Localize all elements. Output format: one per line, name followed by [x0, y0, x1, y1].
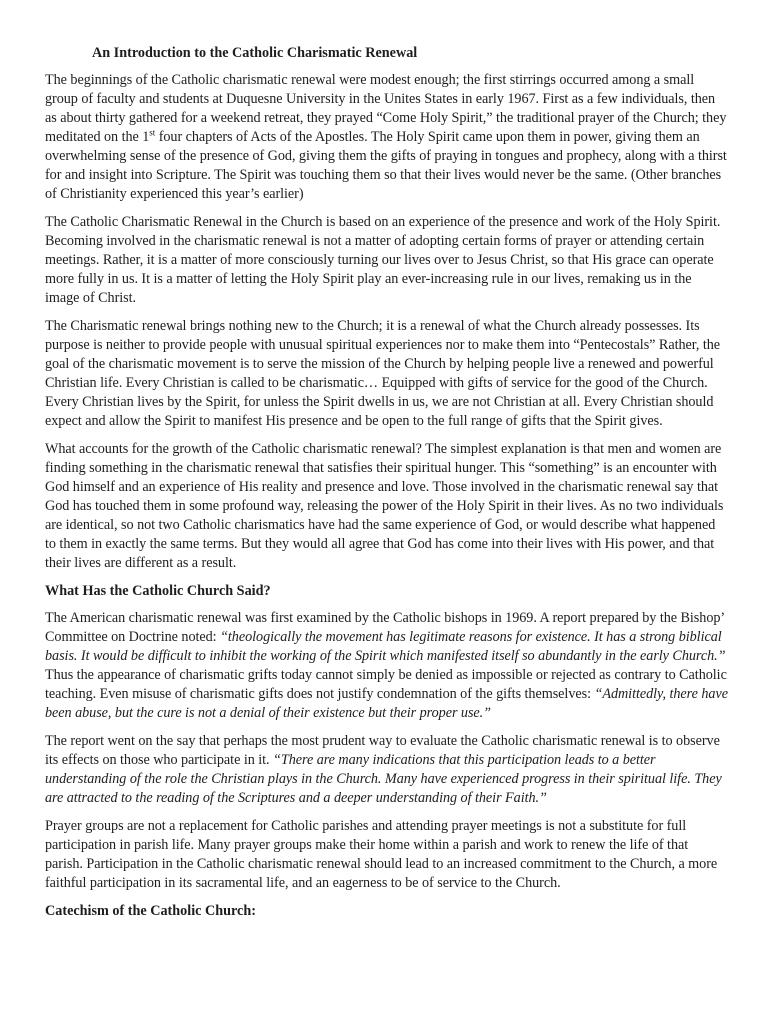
- paragraph-text: four chapters of Acts of the Apostles. The Holy Spirit came upon them in power, giving them an overwhelming sense of the presence of God, giving them the gifts of praying in tongues and prophecy, along with a thirst for and insight into Scripture. The Spirit was touching them so that their lives would never be the same. (Other branches of Christianity experienced this year’s earlier): [45, 129, 727, 202]
- paragraph-prayer-groups: Prayer groups are not a replacement for Catholic parishes and attending prayer meetings is not a substitute for full participation in parish life. Many prayer groups make their home within a parish and work to renew the life of that parish. Participation in the Catholic charismatic renewal should lead to an increased commitment to the Church, a more faithful participation in its sacramental life, and an eagerness to be of service to the Church.: [45, 818, 718, 891]
- paragraph-nothing-new: The Charismatic renewal brings nothing new to the Church; it is a renewal of what the Church already possesses. Its purpose is neither to provide people with unusual spiritual experiences nor to make them into “Pentecostals” Rather, the goal of the charismatic movement is to serve the mission of the Church by helping people live a renewed and powerful Christian life. Every Christian is called to be charismatic… Equipped with gifts of service for the good of the Church. Every Christian lives by the Spirit, for unless the Spirit dwells in us, we are not Christian at all. Every Christian should expect and allow the Spirit to manifest His presence and be open to the full range of gifts that the Spirit gives.: [45, 318, 721, 429]
- document-title: An Introduction to the Catholic Charismatic Renewal: [92, 45, 418, 61]
- paragraph-report-effects: [45, 732, 729, 808]
- paragraph-text: The report went on the say that perhaps the most prudent way to evaluate the Catholic charismatic renewal is to observe its effects on those who participate in it.: [45, 733, 720, 768]
- quote-text: “There are many indications that this participation leads to a better understanding of the role the Christian plays in the Church. Many have experienced progress in their spiritual life. They are attracted to the reading of the Scriptures and a deeper understanding of their Faith.”: [45, 752, 722, 806]
- paragraph-growth: What accounts for the growth of the Catholic charismatic renewal? The simplest explanation is that men and women are finding something in the charismatic renewal that satisfies their spiritual hunger. This “something” is an encounter with God himself and an experience of His reality and presence and love. Those involved in the charismatic renewal say that God has touched them in some profound way, releasing the power of the Holy Spirit in their lives. As no two individuals are identical, so not two Catholic charismatics have had the same experience of God, or would describe what happened to them in exactly the same terms. But they would all agree that God has come into their lives with His power, and that their lives are different as a result.: [45, 441, 724, 571]
- paragraph-bishops-report: [45, 609, 729, 723]
- quote-text: “theologically the movement has legitimate reasons for existence. It has a strong biblical basis. It would be difficult to inhibit the working of the Spirit which manifested itself so abundantly in the early Church.”: [45, 629, 726, 664]
- paragraph-renewal-basis: The Catholic Charismatic Renewal in the Church is based on an experience of the presence and work of the Holy Spirit. Becoming involved in the charismatic renewal is not a matter of adopting certain forms of prayer or attending certain meetings. Rather, it is a matter of more consciously turning our lives over to Jesus Christ, so that His grace can operate more fully in us. It is a matter of letting the Holy Spirit play an ever-increasing rule in our lives, remaking us in the image of Christ.: [45, 214, 721, 306]
- document-page: [45, 44, 729, 929]
- section-heading-catechism: Catechism of the Catholic Church:: [45, 903, 256, 919]
- paragraph-text: The beginnings of the Catholic charismatic renewal were modest enough; the first stirrings occurred among a small group of faculty and students at Duquesne University in the Unites States in early 1967. First as a few individuals, then as about thirty gathered for a weekend retreat, they prayed “Come Holy Spirit,” the traditional prayer of the Church; they meditated on the 1: [45, 72, 727, 145]
- ordinal-suffix: st: [149, 127, 156, 138]
- quote-text: “Admittedly, there have been abuse, but the cure is not a denial of their existence but their proper use.”: [45, 686, 728, 721]
- paragraph-beginnings: [45, 71, 729, 204]
- paragraph-text: Thus the appearance of charismatic grifts today cannot simply be denied as impossible or rejected as contrary to Catholic teaching. Even misuse of charismatic gifts does not justify condemnation of the gifts themselves:: [45, 667, 727, 702]
- paragraph-text: The American charismatic renewal was first examined by the Catholic bishops in 1969. A report prepared by the Bishop’ Committee on Doctrine noted:: [45, 610, 725, 645]
- section-heading-church-said: What Has the Catholic Church Said?: [45, 583, 271, 599]
